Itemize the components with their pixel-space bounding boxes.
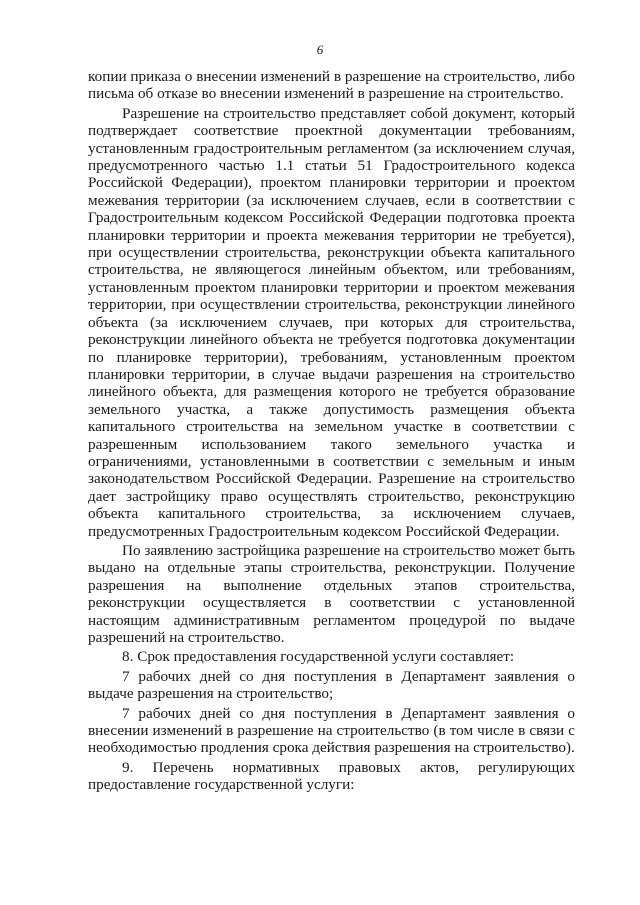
- paragraph-term-changes: 7 рабочих дней со дня поступления в Департамент заявления о внесении изменений в разрешение на строительство (в том числе в связи с необходимостью продления срока действия разрешения на строительство).: [88, 704, 575, 757]
- page-number: 6: [316, 42, 324, 57]
- paragraph-permit-definition: Разрешение на строительство представляет собой документ, который подтверждает соответствие проектной документации требованиям, установленным градостроительным регламентом (за исключением случая, предусмотренного частью 1.1 статьи 51 Градостроительного кодекса Российской Федерации), проектом планировки территории и проектом межевания территории (за исключением случаев, если в соответствии с Градостроительным кодексом Российской Федерации подготовка проекта планировки территории и проекта межевания территории не требуется), при осуществлении строительства, реконструкции объекта капитального строительства, не являющегося линейным объектом, или требованиям, установленным проектом планировки территории и проектом межевания территории, при осуществлении строительства, реконструкции линейного объекта (за исключением случаев, при которых для строительства, реконструкции линейного объекта не требуется подготовка документации по планировке территории), требованиям, установленным проектом планировки территории, в случае выдачи разрешения на строительство линейного объекта, для размещения которого не требуется образование земельного участка, а также допустимость размещения объекта капитального строительства на земельном участке в соответствии с разрешенным использованием такого земельного участка и ограничениями, установленными в соответствии с земельным и иным законодательством Российской Федерации. Разрешение на строительство дает застройщику право осуществлять строительство, реконструкцию объекта капитального строительства, за исключением случаев, предусмотренных Градостроительным кодексом Российской Федерации.: [88, 104, 575, 540]
- paragraph-term-issue: 7 рабочих дней со дня поступления в Департамент заявления о выдаче разрешения на строительство;: [88, 667, 575, 703]
- paragraph-continuation: копии приказа о внесении изменений в разрешение на строительство, либо письма об отказе во внесении изменений в разрешение на строительство.: [88, 68, 575, 103]
- paragraph-item-8: 8. Срок предоставления государственной услуги составляет:: [122, 648, 515, 666]
- paragraph-stages: По заявлению застройщика разрешение на строительство может быть выдано на отдельные этапы строительства, реконструкции. Получение разрешения на выполнение отдельных этапов строительства, реконструкции осуществляется в соответствии с установленной настоящим административным регламентом процедурой по выдаче разрешений на строительство.: [88, 541, 575, 646]
- document-body: [88, 68, 575, 794]
- paragraph-item-9: 9. Перечень нормативных правовых актов, регулирующих предоставление государственной услуги:: [88, 758, 575, 794]
